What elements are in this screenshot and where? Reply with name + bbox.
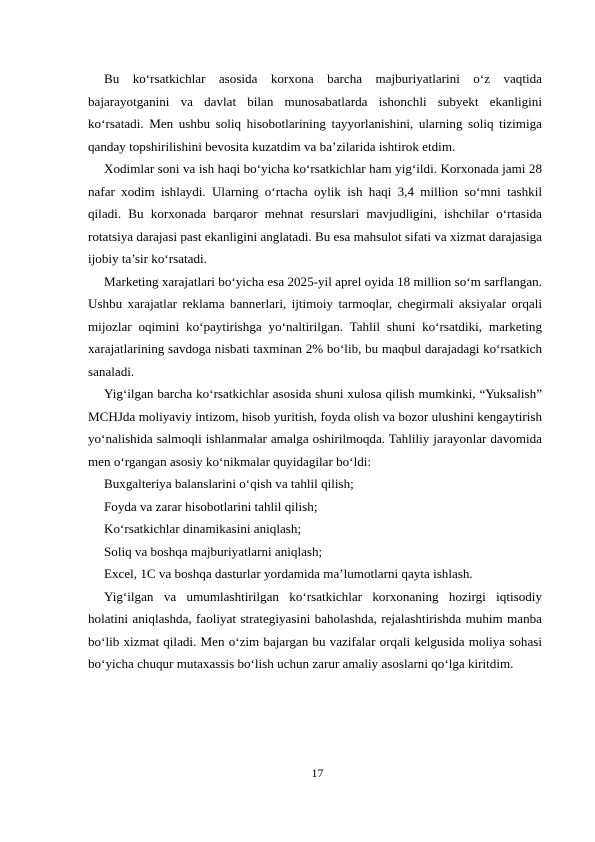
paragraph-tax-reports: Bu ko‘rsatkichlar asosida korxona barcha majburiyatlarini o‘z vaqtida bajarayotganini va davlat bilan munosabatlarda ishonchli subyekt ekanligini ko‘rsatadi. Men ushbu soliq hisobotlarining tayyorlanishini, ularning soliq tizimiga qanday topshirilishini bevosita kuzatdim va ba’zilarida ishtirok etdim. (88, 71, 542, 154)
list-item: Excel, 1C va boshqa dasturlar yordamida ma’lumotlarni qayta ishlash. (104, 566, 473, 581)
paragraph-closing: Yig‘ilgan va umumlashtirilgan ko‘rsatkichlar korxonaning hozirgi iqtisodiy holatini aniqlashda, faoliyat strategiyasini baholashda, rejalashtirishda muhim manba bo‘lib xizmat qiladi. Men o‘zim bajargan bu vazifalar orqali kelgusida moliya sohasi bo‘yicha chuqur mutaxassis bo‘lish uchun zarur amaliy asoslarni qo‘lga kiritdim. (88, 588, 542, 671)
skills-list (88, 473, 542, 586)
paragraph-conclusion-skills: Yig‘ilgan barcha ko‘rsatkichlar asosida shuni xulosa qilish mumkinki, “Yuksalish” MCHJda moliyaviy intizom, hisob yuritish, foyda olish va bozor ulushini kengaytirish yo‘nalishida salmoqli ishlanmalar amalga oshirilmoqda. Tahliliy jarayonlar davomida men o‘rgangan asosiy ko‘nikmalar quyidagilar bo‘ldi: (88, 386, 542, 469)
list-item: Buxgalteriya balanslarini o‘qish va tahlil qilish; (104, 476, 354, 491)
paragraph-staff-wages: Xodimlar soni va ish haqi bo‘yicha ko‘rsatkichlar ham yig‘ildi. Korxonada jami 28 nafar xodim ishlaydi. Ularning o‘rtacha oylik ish haqi 3,4 million so‘mni tashkil qiladi. Bu korxonada barqaror mehnat resurslari mavjudligini, ishchilar o‘rtasida rotatsiya darajasi past ekanligini anglatadi. Bu esa mahsulot sifati va xizmat darajasiga ijobiy ta’sir ko‘rsatadi. (88, 161, 542, 266)
paragraph-marketing-costs: Marketing xarajatlari bo‘yicha esa 2025-yil aprel oyida 18 million so‘m sarflangan. Ushbu xarajatlar reklama bannerlari, ijtimoiy tarmoqlar, chegirmali aksiyalar orqali mijozlar oqimini ko‘paytirishga yo‘naltirilgan. Tahlil shuni ko‘rsatdiki, marketing xarajatlarining savdoga nisbati taxminan 2% bo‘lib, bu maqbul darajadagi ko‘rsatkich sanaladi. (88, 273, 542, 379)
document-page (88, 68, 542, 676)
list-item: Soliq va boshqa majburiyatlarni aniqlash; (104, 543, 323, 559)
list-item: Foyda va zarar hisobotlarini tahlil qilish; (104, 498, 318, 514)
page-number: 17 (311, 766, 324, 780)
list-item: Ko‘rsatkichlar dinamikasini aniqlash; (104, 521, 302, 536)
